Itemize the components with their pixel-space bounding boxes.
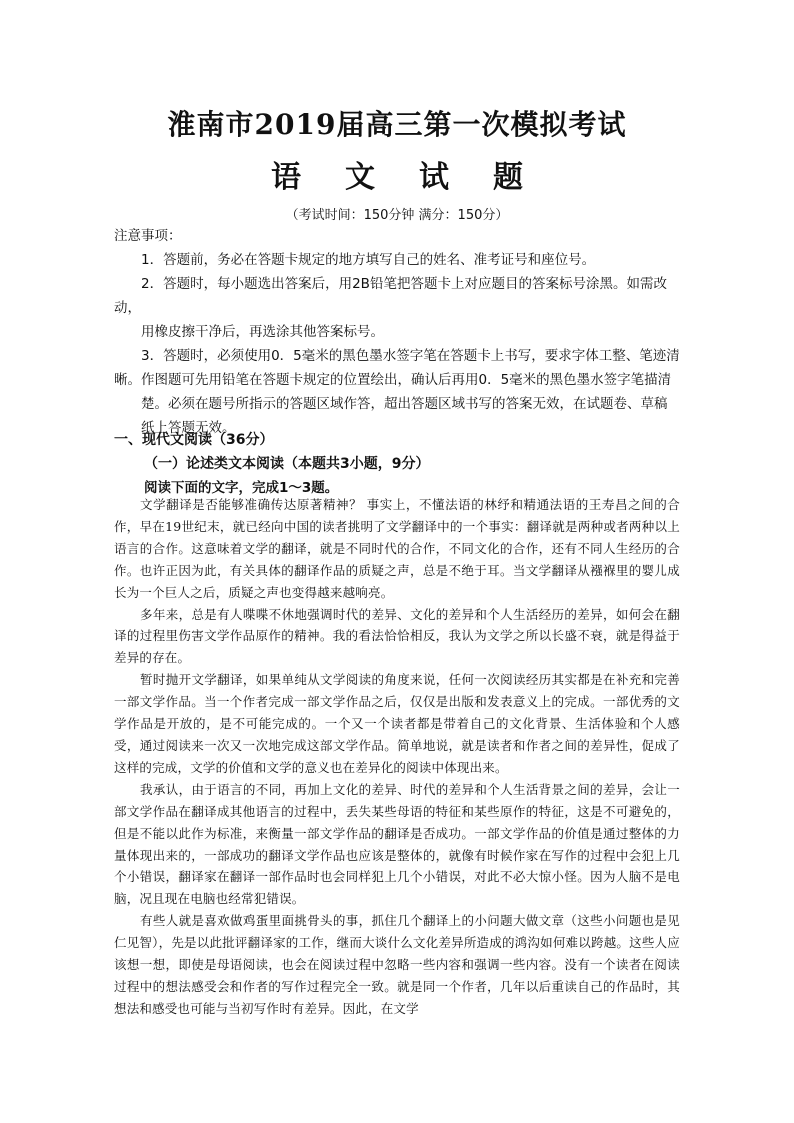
subsection-heading: （一）论述类文本阅读（本题共3小题，9分） [144,456,430,472]
passage-paragraph: 暂时抛开文学翻译，如果单纯从文学阅读的角度来说，任何一次阅读经历其实都是在补充和完善一部文学作品。当一个作者完成一部文学作品之后，仅仅是出版和发表意义上的完成。一部优秀的文学作品是开放的，是不可能完成的。一个又一个读者都是带着自己的文化背景、生活体验和个人感受，通过阅读来一次又一次地完成这部文学作品。简单地说，就是读者和作者之间的差异性，促成了这样的完成，文学的价值和文学的意义也在差异化的阅读中体现出来。 [114,672,680,775]
exam-title: 淮南市2019届高三第一次模拟考试 [167,108,627,141]
note-item: 1．答题前，务必在答题卡规定的地方填写自己的姓名、准考证号和座位号。 [141,252,596,268]
subject-title: 语文试题 [271,160,567,195]
note-item: 用橡皮擦干净后，再选涂其他答案标号。 [141,324,384,340]
note-item: 楚。必须在题号所指示的答题区域作答，超出答题区域书写的答案无效，在试题卷、草稿纸上答题无效。 [141,396,668,436]
notes-heading: 注意事项： [114,228,182,244]
note-item: 2．答题时，每小题选出答案后，用2B铅笔把答题卡上对应题目的答案标号涂黑。如需改动， [114,276,667,316]
passage-paragraph: 文学翻译是否能够准确传达原著精神？ 事实上，不懂法语的林纾和精通法语的王寿昌之间的合作，早在19世纪末，就已经向中国的读者挑明了文学翻译中的一个事实：翻译就是两种或者两种以上语言的合作。这意味着文学的翻译，就是不同时代的合作，不同文化的合作，还有不同人生经历的合作。也许正因为此，有关具体的翻译作品的质疑之声，总是不绝于耳。当文学翻译从襁褓里的婴儿成长为一个巨人之后，质疑之声也变得越来越响亮。 [114,497,680,600]
notes-block [114,224,680,440]
passage-paragraph: 有些人就是喜欢做鸡蛋里面挑骨头的事，抓住几个翻译上的小问题大做文章（这些小问题也是见仁见智），先是以此批评翻译家的工作，继而大谈什么文化差异所造成的鸿沟如何难以跨越。这些人应该想一想，即使是母语阅读，也会在阅读过程中忽略一些内容和强调一些内容。没有一个读者在阅读过程中的想法感受会和作者的写作过程完全一致。就是同一个作者，几年以后重读自己的作品时，其想法和感受也可能与当初写作时有差异。因此，在文学 [114,913,680,1016]
reading-instruction: 阅读下面的文字，完成1～3题。 [144,480,339,496]
section-heading: 一、现代文阅读（36分） [114,432,274,448]
reading-passage [114,494,680,1020]
exam-info: （考试时间：150分钟 满分：150分） [285,208,509,223]
passage-paragraph: 多年来，总是有人喋喋不休地强调时代的差异、文化的差异和个人生活经历的差异，如何会在翻译的过程里伤害文学作品原作的精神。我的看法恰恰相反，我认为文学之所以长盛不衰，就是得益于差异的存在。 [114,606,680,666]
note-item: 3．答题时，必须使用0．5毫米的黑色墨水签字笔在答题卡上书写，要求字体工整、笔迹清晰。作图题可先用铅笔在答题卡规定的位置绘出，确认后再用0．5毫米的黑色墨水签字笔描清 [114,348,680,388]
passage-paragraph: 我承认，由于语言的不同，再加上文化的差异、时代的差异和个人生活背景之间的差异，会让一部文学作品在翻译成其他语言的过程中，丢失某些母语的特征和某些原作的特征，这是不可避免的，但是不能以此作为标准，来衡量一部文学作品的翻译是否成功。一部文学作品的价值是通过整体的力量体现出来的，一部成功的翻译文学作品也应该是整体的，就像有时候作家在写作的过程中会犯上几个小错误，翻译家在翻译一部作品时也会同样犯上几个小错误，对此不必大惊小怪。因为人脑不是电脑，况且现在电脑也经常犯错误。 [114,781,680,907]
